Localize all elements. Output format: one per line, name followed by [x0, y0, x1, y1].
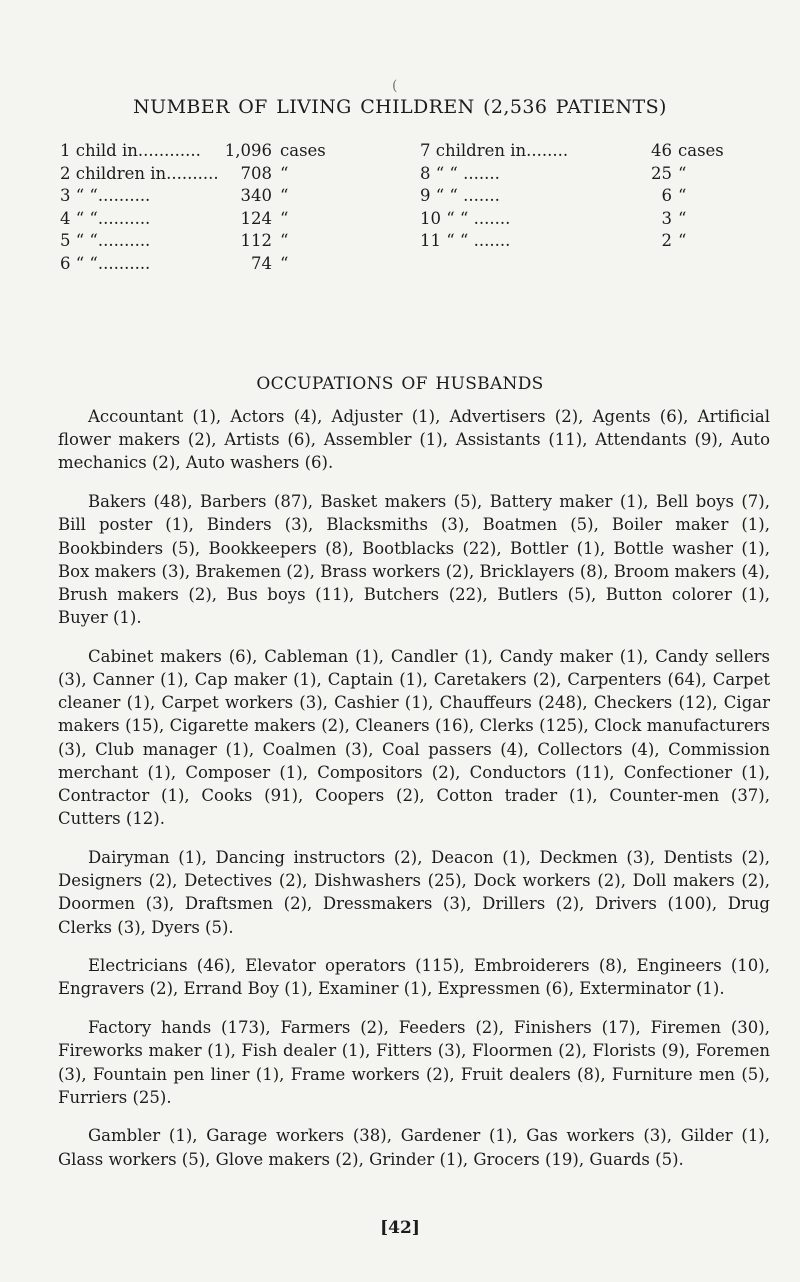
row-label: 4 “ “..........	[60, 208, 151, 228]
stray-mark: (	[392, 78, 398, 94]
row-count: 1,096	[224, 141, 272, 160]
row-count: 708	[240, 163, 272, 183]
count-row	[420, 208, 760, 231]
row-unit: “	[678, 186, 687, 205]
row-unit: “	[678, 163, 687, 183]
row-unit: cases	[678, 141, 724, 160]
section-heading: OCCUPATIONS OF HUSBANDS	[256, 374, 544, 394]
row-count: 112	[240, 231, 272, 250]
row-label: 9 “ “ .......	[420, 186, 500, 205]
count-row	[60, 163, 390, 186]
row-count: 6	[661, 186, 672, 205]
row-unit: “	[280, 163, 289, 183]
row-unit: “	[280, 208, 289, 228]
row-unit: “	[678, 231, 687, 250]
row-label: 8 “ “ .......	[420, 163, 500, 183]
row-label: 6 “ “..........	[60, 253, 151, 273]
children-count-right-column	[420, 140, 760, 253]
count-row	[60, 230, 390, 253]
paragraph-c: Cabinet makers (6), Cableman (1), Candler (1), Candy maker (1), Candy sellers (3), Canner (1), Cap maker (1), Captain (1), Caretakers (2), Carpenters (64), Carpet cleaner (1), Carpet workers (3), Cashier (1), Chauffeurs (248), Checkers (12), Cigar makers (15), Cigarette makers (2), Cleaners (16), Clerks (125), Clock manufacturers (3), Club manager (1), Coalmen (3), Coal passers (4), Collectors (4), Commission merchant (1), Composer (1), Compositors (2), Conductors (11), Confectioner (1), Contractor (1), Cooks (91), Coopers (2), Cotton trader (1), Counter-men (37), Cutters (12).	[58, 646, 770, 829]
paragraph-b: Bakers (48), Barbers (87), Basket makers (5), Battery maker (1), Bell boys (7), Bill poster (1), Binders (3), Blacksmiths (3), Boatmen (5), Boiler maker (1), Bookbinders (5), Bookkeepers (8), Bootblacks (22), Bottler (1), Bottle washer (1), Box makers (3), Brakemen (2), Brass workers (2), Bricklayers (8), Broom makers (4), Brush makers (2), Bus boys (11), Butchers (22), Butlers (5), Button colorer (1), Buyer (1).	[58, 492, 770, 628]
row-label: 11 “ “ .......	[420, 231, 511, 250]
paragraph-g: Gambler (1), Garage workers (38), Gardener (1), Gas workers (3), Gilder (1), Glass workers (5), Glove makers (2), Grinder (1), Grocers (19), Guards (5).	[58, 1126, 770, 1169]
paragraph-e: Electricians (46), Elevator operators (115), Embroiderers (8), Engineers (10), Engravers (2), Errand Boy (1), Examiner (1), Expressmen (6), Exterminator (1).	[58, 956, 770, 999]
count-row	[60, 185, 390, 208]
row-label: 2 children in..........	[60, 163, 219, 183]
count-row	[60, 253, 390, 276]
count-row	[60, 208, 390, 231]
paragraph-d: Dairyman (1), Dancing instructors (2), Deacon (1), Deckmen (3), Dentists (2), Designers (2), Detectives (2), Dishwashers (25), Dock workers (2), Doll makers (2), Doormen (3), Draftsmen (2), Dressmakers (3), Drillers (2), Drivers (100), Drug Clerks (3), Dyers (5).	[58, 847, 770, 937]
row-label: 1 child in............	[60, 141, 201, 160]
row-unit: cases	[280, 141, 326, 160]
row-label: 7 children in........	[420, 141, 569, 160]
count-row	[60, 140, 390, 163]
row-unit: “	[280, 186, 289, 205]
paragraph-a: Accountant (1), Actors (4), Adjuster (1), Advertisers (2), Agents (6), Artificial flower makers (2), Artists (6), Assembler (1), Assistants (11), Attendants (9), Auto mechanics (2), Auto washers (6).	[58, 407, 770, 473]
row-unit: “	[280, 231, 289, 250]
row-count: 46	[651, 141, 672, 160]
row-count: 2	[661, 231, 672, 250]
page-number: [42]	[380, 1218, 420, 1238]
children-count-left-column	[60, 140, 390, 275]
table-title: NUMBER OF LIVING CHILDREN (2,536 PATIENTS)	[133, 96, 667, 118]
count-row	[420, 230, 760, 253]
count-row	[420, 163, 760, 186]
row-label: 5 “ “..........	[60, 231, 151, 250]
row-count: 3	[661, 208, 672, 228]
row-count: 74	[251, 253, 272, 273]
count-row	[420, 185, 760, 208]
row-unit: “	[280, 253, 289, 273]
count-row	[420, 140, 760, 163]
paragraph-f: Factory hands (173), Farmers (2), Feeders (2), Finishers (17), Firemen (30), Fireworks maker (1), Fish dealer (1), Fitters (3), Floormen (2), Florists (9), Foremen (3), Fountain pen liner (1), Frame workers (2), Fruit dealers (8), Furniture men (5), Furriers (25).	[58, 1018, 770, 1107]
occupations-body	[58, 405, 770, 1186]
row-count: 340	[240, 186, 272, 205]
row-label: 10 “ “ .......	[420, 208, 511, 228]
row-count: 25	[651, 163, 672, 183]
row-label: 3 “ “..........	[60, 186, 151, 205]
row-unit: “	[678, 208, 687, 228]
row-count: 124	[240, 208, 272, 228]
